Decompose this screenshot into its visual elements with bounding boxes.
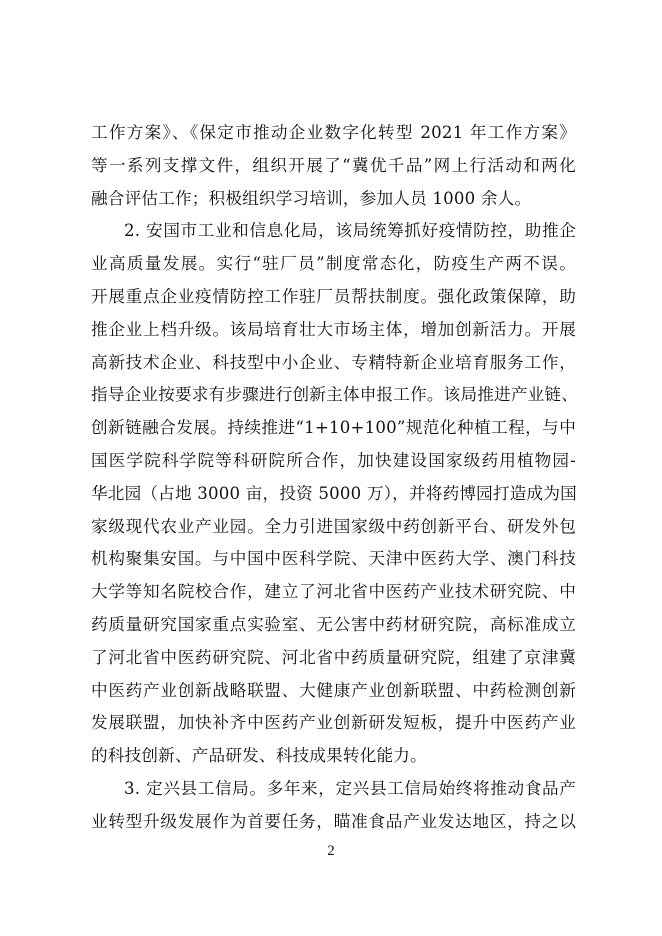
body-text [91, 117, 579, 839]
text-line: 的科技创新、产品研发、科技成果转化能力。 [91, 746, 427, 766]
text-line: 了河北省中医药研究院、河北省中药质量研究院，组建了京津冀 [91, 647, 576, 667]
text-line: 机构聚集安国。与中国中医科学院、天津中医药大学、澳门科技 [91, 549, 576, 569]
text-line: 药质量研究国家重点实验室、无公害中药材研究院，高标准成立 [91, 614, 576, 634]
text-line: 业转型升级发展作为首要任务，瞄准食品产业发达地区，持之以 [91, 811, 576, 831]
paragraph-start-line: 2. 安国市工业和信息化局，该局统筹抓好疫情防控，助推企 [124, 221, 576, 241]
text-line: 中医药产业创新战略联盟、大健康产业创新联盟、中药检测创新 [91, 680, 576, 700]
text-line: 开展重点企业疫情防控工作驻厂员帮扶制度。强化政策保障，助 [91, 286, 576, 306]
text-line: 大学等知名院校合作，建立了河北省中医药产业技术研究院、中 [91, 582, 576, 602]
text-line: 高新技术企业、科技型中小企业、专精特新企业培育服务工作， [91, 352, 576, 372]
paragraph-start-line: 3. 定兴县工信局。多年来，定兴县工信局始终将推动食品产 [124, 778, 576, 798]
text-line: 创新链融合发展。持续推进“1+10+100”规范化种植工程，与中 [91, 418, 576, 438]
text-line: 推企业上档升级。该局培育壮大市场主体，增加创新活力。开展 [91, 319, 576, 339]
text-line: 华北园（占地 3000 亩，投资 5000 万），并将药博园打造成为国 [91, 483, 577, 503]
text-line: 家级现代农业产业园。全力引进国家级中药创新平台、研发外包 [91, 516, 576, 536]
text-line: 融合评估工作；积极组织学习培训，参加人员 1000 余人。 [91, 188, 532, 208]
text-line: 业高质量发展。实行“驻厂员”制度常态化，防疫生产两不误。 [91, 254, 576, 274]
text-line: 等一系列支撑文件，组织开展了“冀优千品”网上行活动和两化 [91, 155, 576, 175]
text-line: 国医学院科学院等科研院所合作，加快建设国家级药用植物园- [91, 450, 576, 470]
text-line: 发展联盟，加快补齐中医药产业创新研发短板，提升中医药产业 [91, 713, 576, 733]
text-line: 工作方案》、《保定市推动企业数字化转型 2021 年工作方案》 [91, 123, 576, 142]
page-number: 2 [327, 843, 335, 859]
text-line: 指导企业按要求有步骤进行创新主体申报工作。该局推进产业链、 [91, 385, 579, 405]
